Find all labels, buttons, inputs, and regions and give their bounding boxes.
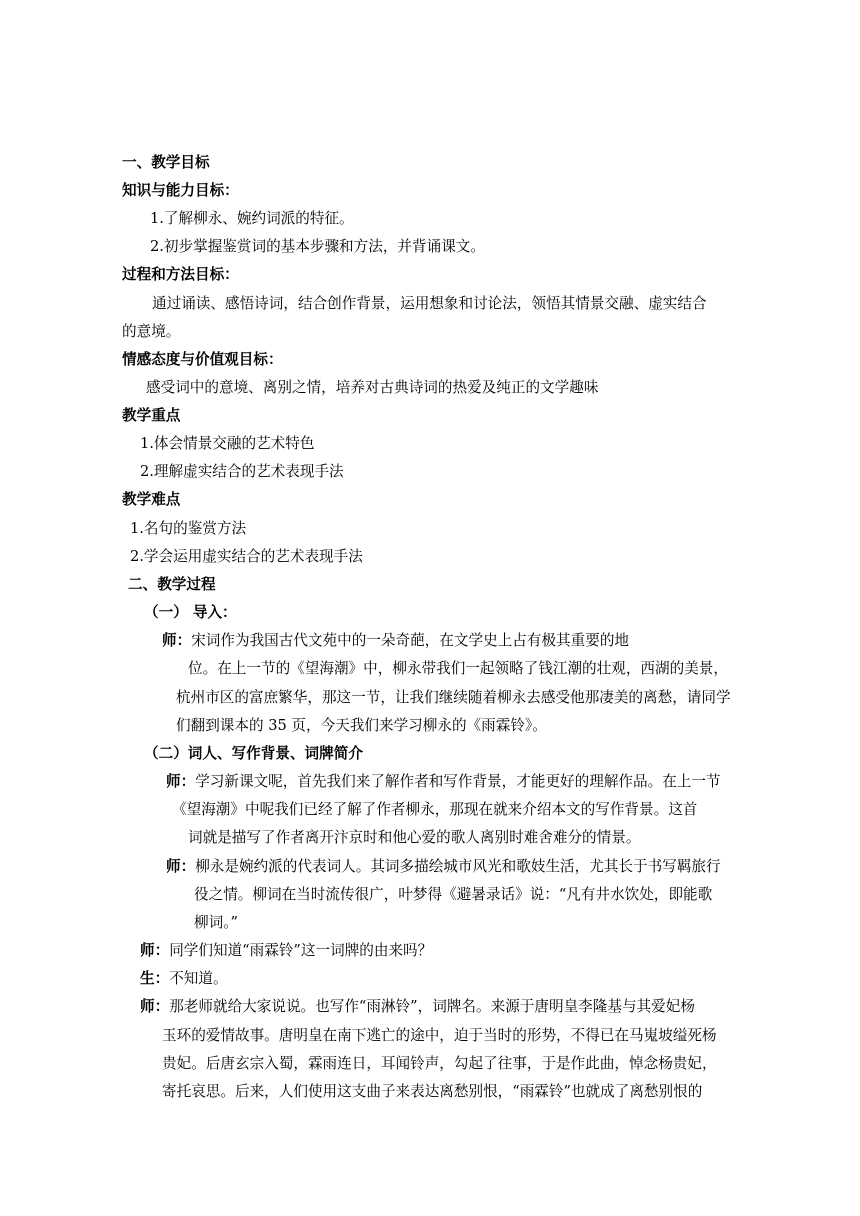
- author-line-2: 役之情。柳词在当时流传很广，叶梦得《避暑录话》说：“凡有井水饮处，即能歌: [194, 886, 713, 903]
- student-label: 生：: [140, 970, 170, 987]
- author-line-1: 师：柳永是婉约派的代表词人。其词多描绘城市风光和歌妓生活，尤其长于书写羁旅行: [166, 858, 721, 875]
- teacher-label: 师：: [140, 942, 170, 959]
- story-line-3: 贵妃。后唐玄宗入蜀，霖雨连日，耳闻铃声，勾起了往事，于是作此曲，悼念杨贵妃，: [162, 1055, 717, 1072]
- student-answer: 生：不知道。: [140, 970, 228, 987]
- intro-line-4: 们翻到课本的 35 页，今天我们来学习柳永的《雨霖铃》。: [176, 717, 547, 734]
- teacher-label: 师：: [166, 773, 196, 790]
- background-line-1: 师：学习新课文呢，首先我们来了解作者和写作背景，才能更好的理解作品。在上一节: [166, 773, 721, 790]
- section-1-title: 一、教学目标: [122, 154, 210, 171]
- key-point-1: 1.体会情景交融的艺术特色: [140, 435, 315, 452]
- story-line-4: 寄托哀思。后来，人们使用这支曲子来表达离愁别恨，“雨霖铃”也就成了离愁别恨的: [162, 1083, 703, 1100]
- process-heading: 过程和方法目标：: [122, 266, 239, 283]
- teacher-question: 师：同学们知道“雨霖铃”这一词牌的由来吗？: [140, 942, 433, 959]
- key-points-heading: 教学重点: [122, 407, 181, 424]
- process-text-line-2: 的意境。: [122, 323, 181, 340]
- step-2-title: （二）词人、写作背景、词牌简介: [144, 745, 363, 762]
- teacher-label: 师：: [140, 998, 170, 1015]
- knowledge-heading: 知识与能力目标：: [122, 182, 239, 199]
- difficulty-item-1: 1.名句的鉴赏方法: [130, 520, 247, 537]
- knowledge-item-1: 1.了解柳永、婉约词派的特征。: [150, 210, 354, 227]
- author-line-3: 柳词。”: [194, 914, 238, 931]
- process-text-line-1: 通过诵读、感悟诗词，结合创作背景，运用想象和讨论法，领悟其情景交融、虚实结合: [152, 295, 707, 312]
- teacher-label: 师：: [162, 632, 192, 649]
- story-line-1: 师：那老师就给大家说说。也写作“雨淋铃”，词牌名。来源于唐明皇李隆基与其爱妃杨: [140, 998, 695, 1015]
- intro-line-1: 师：宋词作为我国古代文苑中的一朵奇葩，在文学史上占有极其重要的地: [162, 632, 630, 649]
- knowledge-item-2: 2.初步掌握鉴赏词的基本步骤和方法，并背诵课文。: [150, 238, 485, 255]
- emotion-heading: 情感态度与价值观目标：: [122, 351, 283, 368]
- intro-line-2: 位。在上一节的《望海潮》中，柳永带我们一起领略了钱江潮的壮观，西湖的美景，: [188, 660, 728, 677]
- difficulty-item-2: 2.学会运用虚实结合的艺术表现手法: [130, 548, 363, 565]
- teacher-label: 师：: [166, 858, 196, 875]
- emotion-text: 感受词中的意境、离别之情，培养对古典诗词的热爱及纯正的文学趣味: [146, 379, 599, 396]
- key-point-2: 2.理解虚实结合的艺术表现手法: [140, 463, 344, 480]
- intro-line-3: 杭州市区的富庶繁华，那这一节，让我们继续随着柳永去感受他那凄美的离愁，请同学: [176, 689, 731, 706]
- difficulty-heading: 教学难点: [122, 491, 181, 508]
- background-line-3: 词就是描写了作者离开汴京时和他心爱的歌人离别时难舍难分的情景。: [188, 829, 641, 846]
- step-1-title: （一） 导入：: [144, 604, 237, 621]
- section-2-title: 二、教学过程: [128, 576, 216, 593]
- story-line-2: 玉环的爱情故事。唐明皇在南下逃亡的途中，迫于当时的形势，不得已在马嵬坡缢死杨: [162, 1027, 717, 1044]
- background-line-2: 《望海潮》中呢我们已经了解了作者柳永，那现在就来介绍本文的写作背景。这首: [172, 801, 698, 818]
